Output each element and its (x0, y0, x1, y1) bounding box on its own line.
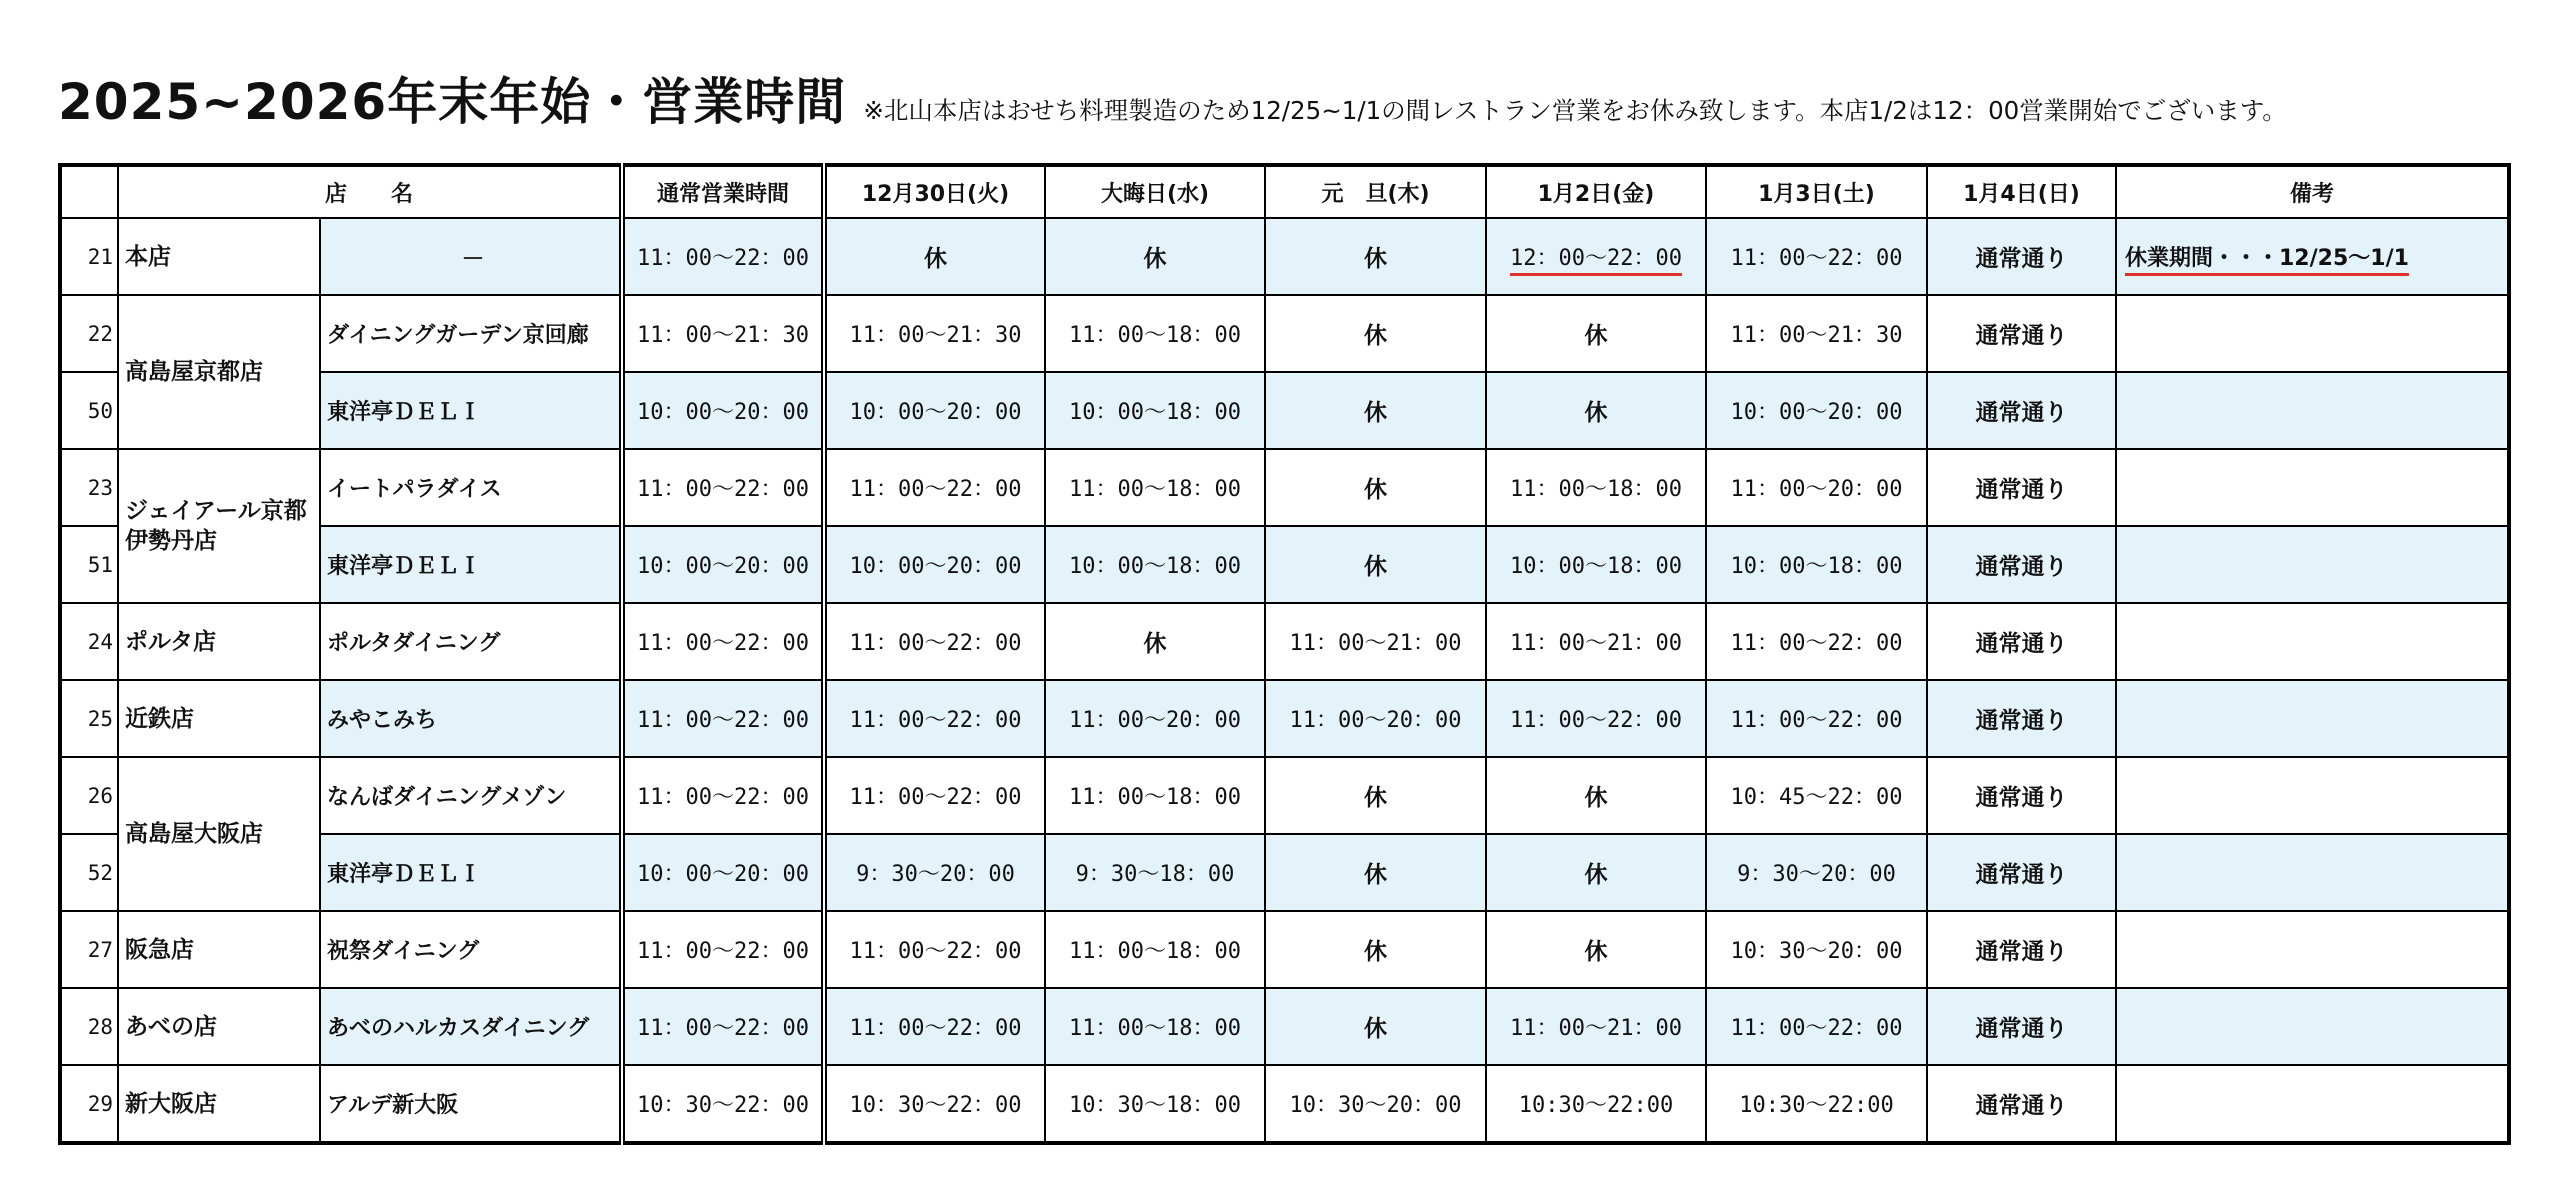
header-normal-hours: 通常営業時間 (622, 165, 824, 218)
normal-hours-cell: 11：00～22：00 (622, 218, 824, 295)
normal-hours-cell: 11：00～22：00 (622, 680, 824, 757)
normal-hours-cell: 10：30～22：00 (622, 1065, 824, 1143)
remarks-cell: 休業期間・・・12/25～1/1 (2116, 218, 2509, 295)
table-row (60, 757, 2509, 834)
hours-cell-d0103: 11：00～21：30 (1706, 295, 1927, 372)
hours-cell-d0101: 休 (1265, 449, 1486, 526)
hours-cell-d0104: 通常通り (1927, 757, 2116, 834)
outlet-name: － (320, 218, 622, 295)
header (58, 62, 2538, 142)
header-new-years-eve: 大晦日(水) (1045, 165, 1265, 218)
hours-cell-d1230: 10：00～20：00 (824, 526, 1045, 603)
remarks-cell (2116, 295, 2509, 372)
normal-hours-cell: 11：00～22：00 (622, 911, 824, 988)
outlet-name: イートパラダイス (320, 449, 622, 526)
hours-cell-d0102: 11：00～21：00 (1486, 988, 1706, 1065)
outlet-name: アルデ新大阪 (320, 1065, 622, 1143)
row-number: 26 (60, 757, 118, 834)
hours-cell-d1230: 10：00～20：00 (824, 372, 1045, 449)
hours-cell-d0104: 通常通り (1927, 526, 2116, 603)
row-number: 23 (60, 449, 118, 526)
header-jan-3: 1月3日(土) (1706, 165, 1927, 218)
remarks-cell (2116, 449, 2509, 526)
hours-cell-d0103: 9：30～20：00 (1706, 834, 1927, 911)
hours-cell-d0102: 11：00～18：00 (1486, 449, 1706, 526)
hours-cell-d0101: 休 (1265, 834, 1486, 911)
header-jan-2: 1月2日(金) (1486, 165, 1706, 218)
header-store-name: 店 名 (118, 165, 622, 218)
hours-cell-d0101: 10：30～20：00 (1265, 1065, 1486, 1143)
outlet-name: みやこみち (320, 680, 622, 757)
hours-cell-d1230: 休 (824, 218, 1045, 295)
row-number: 27 (60, 911, 118, 988)
hours-cell-d1230: 11：00～22：00 (824, 680, 1045, 757)
remarks-cell (2116, 372, 2509, 449)
row-number: 50 (60, 372, 118, 449)
hours-cell-d1231: 11：00～18：00 (1045, 911, 1265, 988)
hours-cell-d0101: 11：00～21：00 (1265, 603, 1486, 680)
store-name: ポルタ店 (118, 603, 320, 680)
hours-cell-d0103: 11：00～22：00 (1706, 603, 1927, 680)
row-number: 21 (60, 218, 118, 295)
closure-note: ※北山本店はおせち料理製造のため12/25~1/1の間レストラン営業をお休み致します。本店1/2は12：00営業開始でございます。 (863, 96, 2287, 125)
hours-cell-d1230: 11：00～22：00 (824, 449, 1045, 526)
remarks-cell (2116, 911, 2509, 988)
hours-cell-d0103: 10：00～18：00 (1706, 526, 1927, 603)
hours-cell-d0103: 11：00～22：00 (1706, 218, 1927, 295)
hours-cell-d0101: 休 (1265, 757, 1486, 834)
hours-cell-d0103: 11：00～20：00 (1706, 449, 1927, 526)
hours-cell-d1230: 11：00～22：00 (824, 757, 1045, 834)
header-remarks: 備考 (2116, 165, 2509, 218)
hours-cell-d0104: 通常通り (1927, 680, 2116, 757)
hours-cell-d0102: 11：00～21：00 (1486, 603, 1706, 680)
table-row (60, 988, 2509, 1065)
hours-cell-d1230: 9：30～20：00 (824, 834, 1045, 911)
hours-cell-d0104: 通常通り (1927, 449, 2116, 526)
normal-hours-cell: 11：00～22：00 (622, 988, 824, 1065)
hours-cell-d0103: 11：00～22：00 (1706, 680, 1927, 757)
remarks-cell (2116, 757, 2509, 834)
hours-cell-d0102: 休 (1486, 834, 1706, 911)
outlet-name: 祝祭ダイニング (320, 911, 622, 988)
row-number: 51 (60, 526, 118, 603)
store-name: 本店 (118, 218, 320, 295)
hours-cell-d0104: 通常通り (1927, 295, 2116, 372)
hours-cell-d0103: 10：30～20：00 (1706, 911, 1927, 988)
hours-cell-d0102: 休 (1486, 295, 1706, 372)
hours-cell-d1230: 11：00～21：30 (824, 295, 1045, 372)
hours-cell-d0101: 休 (1265, 911, 1486, 988)
remarks-cell (2116, 834, 2509, 911)
remarks-cell (2116, 526, 2509, 603)
hours-cell-d0101: 11：00～20：00 (1265, 680, 1486, 757)
hours-cell-d0104: 通常通り (1927, 372, 2116, 449)
table-body (60, 218, 2509, 1143)
normal-hours-cell: 11：00～22：00 (622, 449, 824, 526)
row-number: 22 (60, 295, 118, 372)
table-row (60, 449, 2509, 526)
store-name: 新大阪店 (118, 1065, 320, 1143)
hours-cell-d1230: 10：30～22：00 (824, 1065, 1045, 1143)
table-row (60, 603, 2509, 680)
row-number: 29 (60, 1065, 118, 1143)
hours-cell-d1231: 休 (1045, 603, 1265, 680)
table-row (60, 680, 2509, 757)
header-num (60, 165, 118, 218)
outlet-name: なんばダイニングメゾン (320, 757, 622, 834)
hours-cell-d1231: 10：00～18：00 (1045, 372, 1265, 449)
hours-cell-d1230: 11：00～22：00 (824, 988, 1045, 1065)
hours-cell-d1231: 休 (1045, 218, 1265, 295)
hours-cell-d1231: 10：00～18：00 (1045, 526, 1265, 603)
normal-hours-cell: 10：00～20：00 (622, 834, 824, 911)
hours-cell-d1230: 11：00～22：00 (824, 911, 1045, 988)
remarks-cell (2116, 1065, 2509, 1143)
normal-hours-cell: 10：00～20：00 (622, 526, 824, 603)
hours-cell-d0103: 10：45～22：00 (1706, 757, 1927, 834)
hours-cell-d0102: 10：00～18：00 (1486, 526, 1706, 603)
outlet-name: 東洋亭ＤＥＬＩ (320, 526, 622, 603)
hours-cell-d0104: 通常通り (1927, 603, 2116, 680)
store-name: 阪急店 (118, 911, 320, 988)
hours-cell-d1231: 9：30～18：00 (1045, 834, 1265, 911)
store-name: 高島屋京都店 (118, 295, 320, 449)
hours-cell-d1230: 11：00～22：00 (824, 603, 1045, 680)
table-row (60, 1065, 2509, 1143)
remarks-cell (2116, 680, 2509, 757)
row-number: 24 (60, 603, 118, 680)
hours-cell-d1231: 11：00～18：00 (1045, 988, 1265, 1065)
hours-cell-d0104: 通常通り (1927, 1065, 2116, 1143)
outlet-name: 東洋亭ＤＥＬＩ (320, 372, 622, 449)
hours-cell-d0103: 10：00～20：00 (1706, 372, 1927, 449)
table-row (60, 834, 2509, 911)
hours-cell-d0104: 通常通り (1927, 834, 2116, 911)
hours-cell-d0101: 休 (1265, 295, 1486, 372)
hours-cell-d0101: 休 (1265, 526, 1486, 603)
hours-cell-d1231: 11：00～18：00 (1045, 757, 1265, 834)
table-row (60, 911, 2509, 988)
remarks-cell (2116, 988, 2509, 1065)
header-dec-30: 12月30日(火) (824, 165, 1045, 218)
outlet-name: あべのハルカスダイニング (320, 988, 622, 1065)
store-name: あべの店 (118, 988, 320, 1065)
normal-hours-cell: 11：00～22：00 (622, 603, 824, 680)
store-name: ジェイアール京都伊勢丹店 (118, 449, 320, 603)
hours-cell-d0102: 休 (1486, 911, 1706, 988)
hours-cell-d0101: 休 (1265, 988, 1486, 1065)
hours-cell-d1231: 11：00～18：00 (1045, 449, 1265, 526)
row-number: 28 (60, 988, 118, 1065)
header-row (60, 165, 2509, 218)
store-name: 近鉄店 (118, 680, 320, 757)
hours-cell-d0102: 10:30～22:00 (1486, 1065, 1706, 1143)
normal-hours-cell: 10：00～20：00 (622, 372, 824, 449)
hours-cell-d0103: 11：00～22：00 (1706, 988, 1927, 1065)
table-row (60, 526, 2509, 603)
table-row (60, 295, 2509, 372)
hours-cell-d1231: 11：00～20：00 (1045, 680, 1265, 757)
header-jan-4: 1月4日(日) (1927, 165, 2116, 218)
store-name: 高島屋大阪店 (118, 757, 320, 911)
business-hours-table (58, 163, 2511, 1145)
hours-cell-d0102: 12：00～22：00 (1486, 218, 1706, 295)
outlet-name: 東洋亭ＤＥＬＩ (320, 834, 622, 911)
hours-cell-d0102: 11：00～22：00 (1486, 680, 1706, 757)
table-row (60, 372, 2509, 449)
normal-hours-cell: 11：00～22：00 (622, 757, 824, 834)
normal-hours-cell: 11：00～21：30 (622, 295, 824, 372)
hours-cell-d0104: 通常通り (1927, 218, 2116, 295)
hours-cell-d0102: 休 (1486, 372, 1706, 449)
hours-cell-d1231: 11：00～18：00 (1045, 295, 1265, 372)
hours-cell-d1231: 10：30～18：00 (1045, 1065, 1265, 1143)
table-row (60, 218, 2509, 295)
row-number: 52 (60, 834, 118, 911)
page-title: 2025~2026年末年始・営業時間 (58, 73, 847, 131)
hours-cell-d0103: 10:30～22:00 (1706, 1065, 1927, 1143)
row-number: 25 (60, 680, 118, 757)
hours-cell-d0104: 通常通り (1927, 911, 2116, 988)
hours-cell-d0101: 休 (1265, 218, 1486, 295)
outlet-name: ダイニングガーデン京回廊 (320, 295, 622, 372)
hours-cell-d0102: 休 (1486, 757, 1706, 834)
remarks-cell (2116, 603, 2509, 680)
hours-cell-d0104: 通常通り (1927, 988, 2116, 1065)
outlet-name: ポルタダイニング (320, 603, 622, 680)
header-new-years-day: 元 旦(木) (1265, 165, 1486, 218)
hours-cell-d0101: 休 (1265, 372, 1486, 449)
